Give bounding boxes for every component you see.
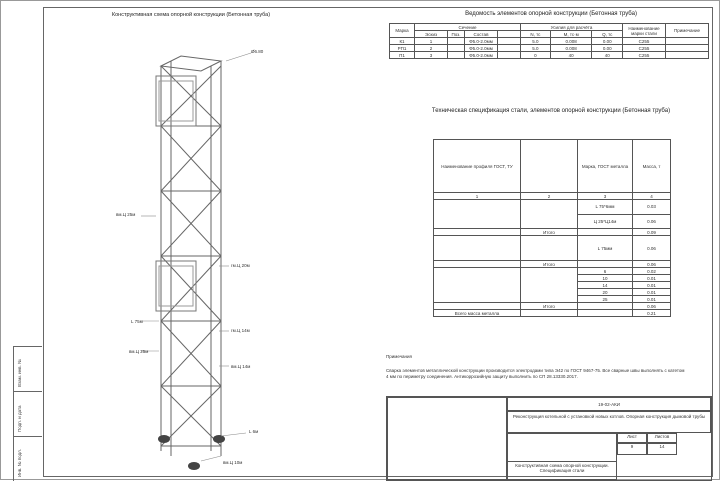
table-grand-total-row — [434, 310, 671, 317]
side-stamp-strip — [13, 346, 42, 481]
table-cell: L 75мм — [578, 236, 633, 261]
table-cell: 0.01 — [633, 275, 671, 282]
table-cell: 0.06 — [633, 303, 671, 310]
table-cell: 5.0 — [521, 45, 551, 52]
table-cell: 0.01 — [633, 296, 671, 303]
table-cell: L 75*6мм — [578, 200, 633, 215]
table-cell: Итого — [521, 261, 578, 268]
side-cell-2 — [14, 391, 42, 437]
table-header-cell — [521, 140, 578, 193]
table-cell — [434, 229, 521, 236]
member-callout: гм.Ц 14м — [231, 328, 250, 333]
table-cell: Ц 25*Ц14м — [578, 214, 633, 229]
table-cell: 2 — [415, 45, 448, 52]
table-header-cell: Примечание — [666, 24, 709, 38]
table-row — [434, 268, 671, 275]
table-header-row — [434, 140, 671, 193]
notes-heading: Примечания — [386, 354, 412, 359]
stamp-sheet: 9 — [617, 443, 647, 455]
stamp-description: Реконструкция котельной с установкой новых котлов. Опорная конструкция дымовой трубы — [507, 411, 711, 433]
member-callout: вм.Ц 25м — [116, 212, 136, 217]
table-subheader-cell: М, тс·м — [550, 31, 592, 38]
table-cell: 0.00 — [592, 45, 623, 52]
table-row — [434, 200, 671, 215]
table-header-cell: Масса, т — [633, 140, 671, 193]
table-cell — [434, 261, 521, 268]
table-cell: С255 — [623, 45, 666, 52]
table-cell — [521, 200, 578, 229]
table-cell: 4 — [633, 193, 671, 200]
notes-block — [386, 354, 686, 380]
stamp-sheet-label: Лист — [617, 433, 647, 443]
side-cell-3 — [14, 436, 42, 482]
stamp-bottom-title: Конструктивная схема опорной конструкции. Спецификация стали — [507, 461, 617, 480]
table-cell — [578, 310, 633, 317]
table-header-cell: Сечение — [415, 24, 521, 31]
table-subheader-cell: Q, тс — [592, 31, 623, 38]
table-cell: 0.06 — [633, 236, 671, 261]
table-cell — [578, 303, 633, 310]
table-cell — [666, 45, 709, 52]
table-cell — [448, 38, 465, 45]
table-cell: К1 — [390, 38, 415, 45]
table-header-cell: Марка — [390, 24, 415, 38]
side-label: Подп. и дата — [17, 405, 22, 432]
table-cell — [434, 236, 521, 261]
tower-drawing — [101, 41, 291, 481]
member-callout: вм.Ц 14м — [231, 364, 251, 369]
table-cell — [434, 268, 521, 303]
table-subheader-cell: Состав — [465, 31, 498, 38]
side-cell-1 — [14, 346, 42, 392]
table-cell: 1 — [415, 38, 448, 45]
table-cell: Ф5.0-2.0мм — [465, 52, 498, 59]
table-cell — [666, 52, 709, 59]
table-header-cell: Усилия для расчёта — [521, 24, 623, 31]
table-cell — [578, 261, 633, 268]
table-cell: 0.008 — [550, 45, 592, 52]
table-cell: 0.06 — [633, 261, 671, 268]
table-cell: 0 — [521, 52, 551, 59]
table-cell: 40 — [550, 52, 592, 59]
table-row — [390, 52, 709, 59]
table-subheader-cell: Эскиз — [415, 31, 448, 38]
table-cell: 20 — [578, 289, 633, 296]
table-header-cell: Марка, ГОСТ металла — [578, 140, 633, 193]
notes-text: Сварка элементов металлической конструкции производится электродами типа Э42 по ГОСТ 9467-75. Все сварные швы выполнять с катетом 4 мм по периметру соединения. Антикоррозийную защиту выполнить по СП 28.13330.2017. — [386, 368, 685, 379]
table2-title: Техническая спецификация стали, элементов опорной конструкции (Бетонная труба) — [431, 108, 671, 114]
member-callout: гм.Ц 20м — [231, 263, 250, 268]
side-label: Взам. инв. № — [17, 359, 22, 387]
member-callout: L 75м — [131, 319, 143, 324]
table-header-cell: Наименование профиля ГОСТ, ТУ — [434, 140, 521, 193]
table-cell: 40 — [592, 52, 623, 59]
table-cell — [448, 45, 465, 52]
table-cell: С255 — [623, 38, 666, 45]
table-row — [434, 236, 671, 261]
table-cell: 5.0 — [521, 38, 551, 45]
table-cell: Ф5.0-2.0мм — [465, 45, 498, 52]
specification-table — [433, 139, 671, 317]
table-cell: 10 — [578, 275, 633, 282]
table-cell: 2 — [521, 193, 578, 200]
table-cell: Итого — [521, 303, 578, 310]
member-callout: вм.Ц 25м — [129, 349, 149, 354]
table-number-row — [434, 193, 671, 200]
table-cell — [434, 303, 521, 310]
member-callout: вм.Ц 10м — [223, 460, 243, 465]
stamp-code: 19-02-АКИ — [507, 397, 711, 411]
table-cell — [521, 236, 578, 261]
table-cell: 0.02 — [633, 268, 671, 275]
table-row — [390, 38, 709, 45]
side-label: Инв. № подл. — [17, 448, 22, 477]
table-cell: Итого — [521, 229, 578, 236]
table-subheader-cell — [498, 31, 521, 38]
table-cell: 0.06 — [633, 214, 671, 229]
table-cell — [448, 52, 465, 59]
table1-title: Ведомость элементов опорной конструкции (Бетонная труба) — [465, 11, 637, 17]
table-cell: 3 — [415, 52, 448, 59]
stamp-sheets-label: Листов — [647, 433, 677, 443]
table-cell: 0.01 — [633, 282, 671, 289]
table-cell: 0.008 — [550, 38, 592, 45]
title-block — [386, 396, 712, 481]
table-header-row — [390, 24, 709, 31]
table-cell: Всего масса металла — [434, 310, 521, 317]
table-cell: 3 — [578, 193, 633, 200]
table-cell — [666, 38, 709, 45]
stamp-sheets: 14 — [647, 443, 677, 455]
table-cell: 0.03 — [633, 200, 671, 215]
table-cell — [498, 38, 521, 45]
table-cell: 14 — [578, 282, 633, 289]
drawing-title: Конструктивная схема опорной конструкции (Бетонная труба) — [111, 12, 271, 18]
table-cell: 0.21 — [633, 310, 671, 317]
table-subheader-cell: Поз. — [448, 31, 465, 38]
table-total-row — [434, 303, 671, 310]
table-cell — [434, 200, 521, 229]
table-cell: П1 — [390, 52, 415, 59]
table-cell — [521, 268, 578, 303]
table-subheader-cell: N, тс — [521, 31, 551, 38]
table-total-row — [434, 261, 671, 268]
table-cell: Ф5.0-2.0мм — [465, 38, 498, 45]
member-callout: L 6м — [249, 429, 259, 434]
table-row — [390, 45, 709, 52]
top-elevation-label: Ø6.80 — [251, 49, 264, 54]
table-cell: С255 — [623, 52, 666, 59]
table-total-row — [434, 229, 671, 236]
table-cell — [578, 229, 633, 236]
table-cell: 0.00 — [592, 38, 623, 45]
table-cell: 1 — [434, 193, 521, 200]
stamp-signatures — [387, 397, 507, 480]
table-cell: 0.01 — [633, 289, 671, 296]
table-cell: 0.09 — [633, 229, 671, 236]
table-cell — [521, 310, 578, 317]
table-header-cell: Наименование марки стали — [623, 24, 666, 38]
elements-table — [389, 23, 709, 59]
table-cell — [498, 45, 521, 52]
table-cell: РП1 — [390, 45, 415, 52]
table-cell: 6 — [578, 268, 633, 275]
table-cell: 25 — [578, 296, 633, 303]
table-cell — [498, 52, 521, 59]
